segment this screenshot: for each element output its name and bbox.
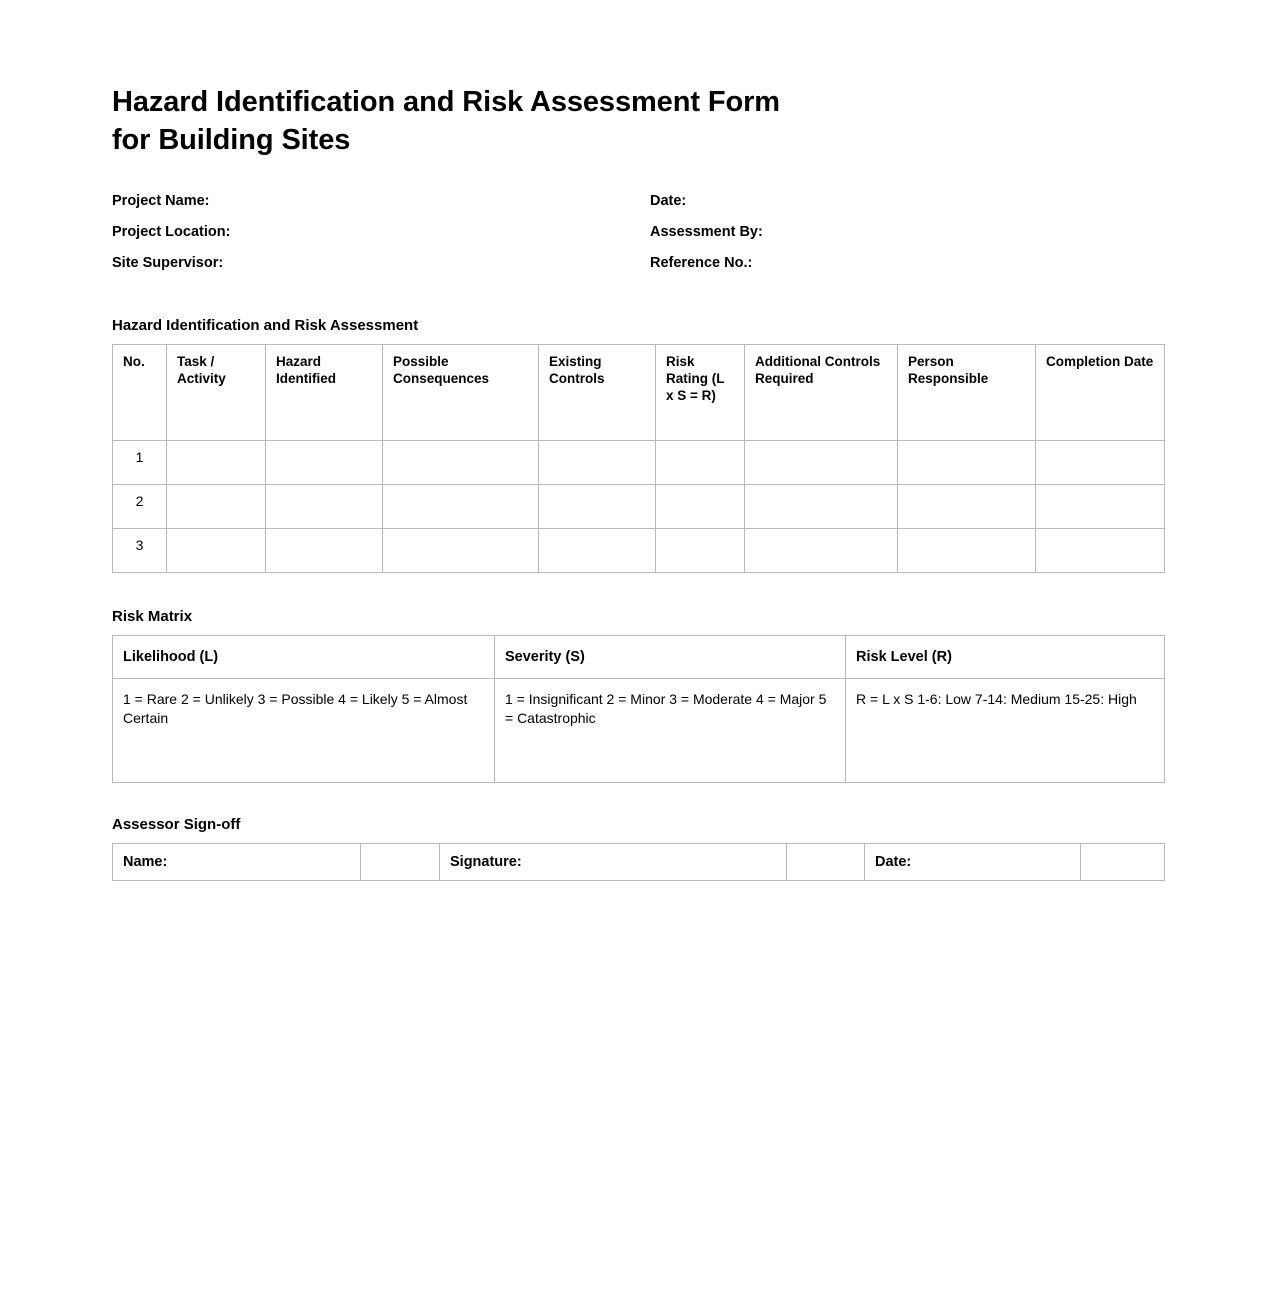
row-number: 3 (113, 529, 167, 573)
cell-risk-rating[interactable] (656, 529, 745, 573)
column-header-risk-level: Risk Level (R) (846, 636, 1165, 679)
assessor-signoff-table (112, 843, 1165, 881)
column-header-hazard-identified: Hazard Identified (266, 345, 383, 441)
meta-row (112, 191, 1164, 222)
cell-completion-date[interactable] (1036, 485, 1165, 529)
likelihood-scale-list: 1 = Rare 2 = Unlikely 3 = Possible 4 = Likely 5 = Almost Certain (123, 691, 468, 726)
column-header-possible-consequences: Possible Consequences (383, 345, 539, 441)
meta-row (112, 222, 1164, 253)
table-row (113, 679, 1165, 783)
signoff-heading: Assessor Sign-off (112, 816, 241, 834)
page-title-line-2: for Building Sites (112, 123, 351, 156)
risk-matrix-heading: Risk Matrix (112, 608, 193, 626)
assessment-by-label: Assessment By: (650, 224, 763, 241)
signoff-signature-field[interactable] (787, 844, 865, 881)
project-meta-block (112, 191, 1164, 284)
project-name-label: Project Name: (112, 193, 210, 210)
column-header-task-activity: Task / Activity (167, 345, 266, 441)
column-header-person-responsible: Person Responsible (898, 345, 1036, 441)
cell-risk-rating[interactable] (656, 485, 745, 529)
signoff-date-field[interactable] (1081, 844, 1165, 881)
cell-possible-consequences[interactable] (383, 485, 539, 529)
signoff-name-label: Name: (113, 844, 361, 881)
table-header-row (113, 345, 1165, 441)
cell-existing-controls[interactable] (539, 529, 656, 573)
cell-person-responsible[interactable] (898, 485, 1036, 529)
site-supervisor-label: Site Supervisor: (112, 255, 224, 272)
table-row (113, 529, 1165, 573)
cell-completion-date[interactable] (1036, 529, 1165, 573)
page-title-line-1: Hazard Identification and Risk Assessment Form (112, 86, 780, 118)
cell-existing-controls[interactable] (539, 441, 656, 485)
table-row (113, 441, 1165, 485)
cell-risk-level-scale (846, 679, 1165, 783)
cell-person-responsible[interactable] (898, 441, 1036, 485)
cell-task-activity[interactable] (167, 529, 266, 573)
document-body (112, 0, 1164, 881)
cell-task-activity[interactable] (167, 485, 266, 529)
table-row (113, 844, 1165, 881)
cell-severity-scale (495, 679, 846, 783)
date-label: Date: (650, 193, 687, 210)
cell-completion-date[interactable] (1036, 441, 1165, 485)
cell-task-activity[interactable] (167, 441, 266, 485)
cell-likelihood-scale (113, 679, 495, 783)
cell-hazard-identified[interactable] (266, 441, 383, 485)
cell-hazard-identified[interactable] (266, 485, 383, 529)
hazard-section-heading: Hazard Identification and Risk Assessment (112, 317, 419, 335)
column-header-risk-rating: Risk Rating (L x S = R) (656, 345, 745, 441)
severity-scale-list: 1 = Insignificant 2 = Minor 3 = Moderate 4 = Major 5 = Catastrophic (505, 691, 827, 726)
signoff-name-field[interactable] (361, 844, 440, 881)
project-location-label: Project Location: (112, 224, 231, 241)
column-header-no: No. (113, 345, 167, 441)
cell-existing-controls[interactable] (539, 485, 656, 529)
signoff-signature-label: Signature: (440, 844, 787, 881)
cell-possible-consequences[interactable] (383, 441, 539, 485)
row-number: 1 (113, 441, 167, 485)
column-header-additional-controls-required: Additional Controls Required (745, 345, 898, 441)
column-header-likelihood: Likelihood (L) (113, 636, 495, 679)
signoff-date-label: Date: (865, 844, 1081, 881)
row-number: 2 (113, 485, 167, 529)
cell-additional-controls[interactable] (745, 441, 898, 485)
column-header-severity: Severity (S) (495, 636, 846, 679)
column-header-existing-controls: Existing Controls (539, 345, 656, 441)
cell-possible-consequences[interactable] (383, 529, 539, 573)
cell-additional-controls[interactable] (745, 529, 898, 573)
risk-matrix-table (112, 635, 1165, 783)
cell-hazard-identified[interactable] (266, 529, 383, 573)
page-title (112, 0, 1164, 159)
meta-row (112, 253, 1164, 284)
cell-risk-rating[interactable] (656, 441, 745, 485)
reference-no-label: Reference No.: (650, 255, 753, 272)
cell-additional-controls[interactable] (745, 485, 898, 529)
table-header-row (113, 636, 1165, 679)
column-header-completion-date: Completion Date (1036, 345, 1165, 441)
hazard-assessment-table (112, 344, 1165, 573)
risk-level-scale-list: R = L x S 1-6: Low 7-14: Medium 15-25: High (856, 691, 1137, 708)
cell-person-responsible[interactable] (898, 529, 1036, 573)
table-row (113, 485, 1165, 529)
